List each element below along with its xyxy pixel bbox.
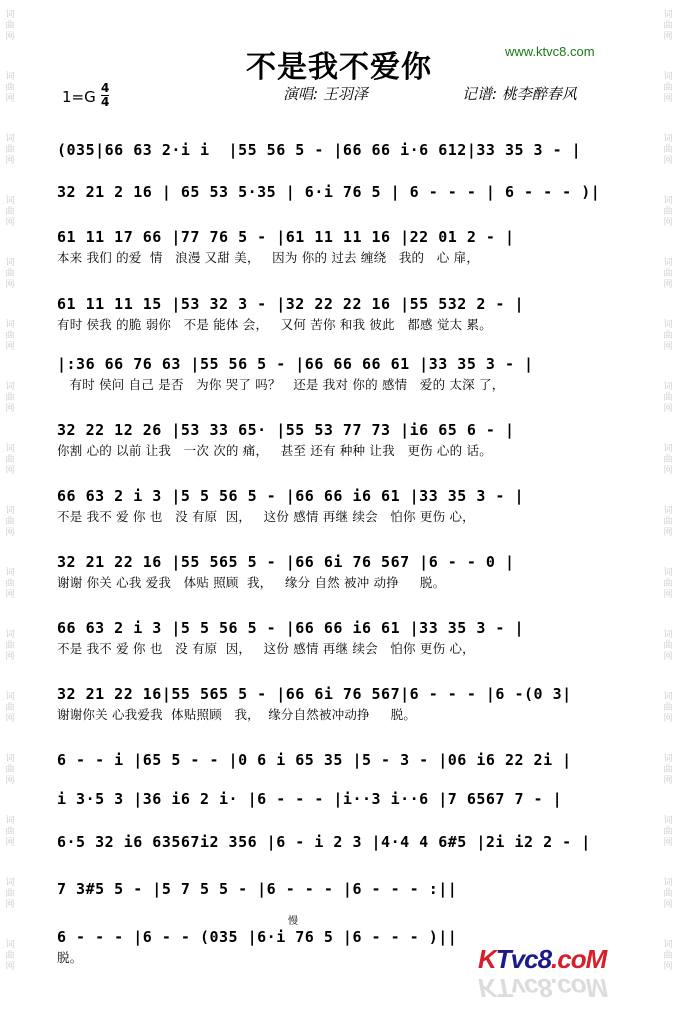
watermark-char: 曲 [5, 21, 15, 31]
watermark-char: 曲 [663, 455, 673, 465]
watermark-char: 网 [663, 342, 673, 352]
watermark-char: 曲 [663, 207, 673, 217]
watermark-char: 词 [5, 630, 15, 640]
lyric-line: 谢谢你关 心我爱我 体贴照顾 我， 缘分自然被冲动挣 脱。 [57, 707, 417, 722]
lyric-line [57, 901, 615, 919]
watermark-char: 曲 [663, 951, 673, 961]
watermark-char: 曲 [663, 641, 673, 651]
watermark-char: 曲 [663, 83, 673, 93]
score-line [57, 138, 615, 180]
watermark-char: 曲 [5, 641, 15, 651]
watermark-char: 曲 [5, 83, 15, 93]
watermark-char: 词 [5, 568, 15, 578]
watermark-char: 网 [5, 900, 15, 910]
lyric-line: 不是 我不 爱 你 也 没 有原 因， 这份 感情 再继 续会 怕你 更伤 心， [57, 641, 475, 656]
watermark-char: 网 [5, 342, 15, 352]
watermark-char: 词 [663, 506, 673, 516]
watermark-char: 网 [5, 714, 15, 724]
watermark-char: 网 [5, 404, 15, 414]
notation-line: 7 3#5 5 - |5 7 5 5 - |6 - - - |6 - - - :|| [57, 880, 458, 898]
watermark-char: 词 [5, 940, 15, 950]
watermark-char: 网 [663, 404, 673, 414]
watermark-char: 词 [5, 692, 15, 702]
logo-letter-k: K [478, 944, 496, 974]
notation-line: 61 11 11 15 |53 32 3 - |32 22 22 16 |55 532 2 - | [57, 295, 525, 313]
logo-suffix: .coM [551, 944, 607, 974]
watermark-char: 曲 [5, 703, 15, 713]
watermark-char: 网 [5, 528, 15, 538]
watermark-char: 词 [663, 816, 673, 826]
watermark-char: 词 [663, 10, 673, 20]
lyric-line: 有时 侯问 自己 是否 为你 哭了 吗？ 还是 我对 你的 感情 爱的 太深 了， [57, 377, 505, 392]
notation-line: 6 - - i |65 5 - - |0 6 i 65 35 |5 - 3 - |06 i6 22 2i | [57, 751, 572, 769]
watermark-char: 词 [663, 568, 673, 578]
watermark-char: 词 [663, 630, 673, 640]
lyric-line [57, 854, 615, 872]
watermark-char: 曲 [663, 269, 673, 279]
notation-line: 6 - - - |6 - - (035 |6·i 76 5 |6 - - - )|| [57, 928, 458, 946]
score-line [57, 550, 615, 592]
time-signature-bottom: 4 [101, 95, 110, 109]
score-line [57, 787, 615, 829]
watermark-char: 曲 [663, 145, 673, 155]
watermark-char: 词 [5, 506, 15, 516]
watermark-char: 曲 [663, 393, 673, 403]
watermark-char: 曲 [663, 517, 673, 527]
watermark-char: 网 [663, 466, 673, 476]
watermark-char: 网 [5, 962, 15, 972]
notation-line: 32 21 2 16 | 65 53 5·35 | 6·i 76 5 | 6 - - - | 6 - - - )| [57, 183, 601, 201]
notation-line: 66 63 2 i 3 |5 5 56 5 - |66 66 i6 61 |33 35 3 - | [57, 487, 525, 505]
watermark-char: 网 [663, 218, 673, 228]
watermark-char: 曲 [5, 827, 15, 837]
watermark-char: 词 [663, 134, 673, 144]
watermark-char: 曲 [5, 145, 15, 155]
lyric-line: 谢谢 你关 心我 爱我 体贴 照顾 我， 缘分 自然 被冲 动挣 脱。 [57, 575, 446, 590]
watermark-char: 曲 [5, 517, 15, 527]
watermark-char: 词 [5, 754, 15, 764]
watermark-char: 网 [5, 156, 15, 166]
watermark-char: 网 [5, 32, 15, 42]
time-signature-top: 4 [101, 81, 110, 95]
watermark-char: 词 [663, 382, 673, 392]
watermark-char: 曲 [663, 765, 673, 775]
watermark-char: 曲 [5, 269, 15, 279]
watermark-char: 曲 [663, 827, 673, 837]
lyric-line: 本来 我们 的爱 情 浪漫 又甜 美， 因为 你的 过去 缠绕 我的 心 扉， [57, 250, 480, 265]
watermark-char: 词 [663, 444, 673, 454]
score-line [57, 225, 615, 267]
watermark-char: 词 [5, 320, 15, 330]
score-line [57, 748, 615, 790]
watermark-char: 曲 [5, 579, 15, 589]
score-line [57, 292, 615, 334]
watermark-char: 词 [663, 258, 673, 268]
watermark-char: 网 [5, 838, 15, 848]
watermark-char: 词 [5, 72, 15, 82]
score-line [57, 352, 615, 394]
lyric-line: 不是 我不 爱 你 也 没 有原 因， 这份 感情 再继 续会 怕你 更伤 心， [57, 509, 475, 524]
notation-line: (035|66 63 2·i i |55 56 5 - |66 66 i·6 612|33 35 3 - | [57, 141, 582, 159]
logo-reflection-suffix: .coM [551, 973, 607, 1003]
key-signature: 1=G [62, 88, 96, 106]
notation-line: i 3·5 3 |36 i6 2 i· |6 - - - |i··3 i··6 |7 6567 7 - | [57, 790, 563, 808]
song-title: 不是我不爱你 [246, 50, 432, 85]
score-line [57, 484, 615, 526]
watermark-char: 词 [663, 320, 673, 330]
notation-line: 32 21 22 16 |55 565 5 - |66 6i 76 567 |6 - - 0 | [57, 553, 515, 571]
watermark-char: 曲 [5, 207, 15, 217]
watermark-char: 词 [5, 196, 15, 206]
watermark-char: 网 [5, 466, 15, 476]
watermark-char: 词 [5, 382, 15, 392]
watermark-char: 词 [663, 692, 673, 702]
notation-line: 6·5 32 i6 63567i2 356 |6 - i 2 3 |4·4 4 6#5 |2i i2 2 - | [57, 833, 591, 851]
notation-line: 61 11 17 66 |77 76 5 - |61 11 11 16 |22 01 2 - | [57, 228, 515, 246]
watermark-char: 词 [663, 72, 673, 82]
watermark-char: 网 [5, 280, 15, 290]
watermark-char: 网 [663, 776, 673, 786]
score-line [57, 180, 615, 222]
score-line [57, 616, 615, 658]
right-watermark-strip [658, 0, 678, 1032]
watermark-char: 网 [5, 652, 15, 662]
watermark-char: 曲 [663, 331, 673, 341]
watermark-char: 网 [663, 962, 673, 972]
watermark-char: 曲 [663, 579, 673, 589]
ktv-logo-reflection [478, 972, 606, 1003]
tempo-mark-slow: 慢 [288, 916, 298, 927]
watermark-char: 网 [663, 528, 673, 538]
watermark-char: 曲 [5, 951, 15, 961]
watermark-char: 曲 [5, 331, 15, 341]
watermark-char: 网 [663, 652, 673, 662]
lyric-line: 脱。 [57, 950, 83, 965]
lyric-line [57, 162, 615, 180]
watermark-char: 词 [5, 134, 15, 144]
notation-credit: 记谱: 桃李醉春风 [462, 85, 577, 103]
notation-line: 32 22 12 26 |53 33 65· |55 53 77 73 |i6 65 6 - | [57, 421, 515, 439]
website-link[interactable]: www.ktvc8.com [505, 44, 595, 59]
watermark-char: 词 [5, 444, 15, 454]
watermark-char: 词 [663, 940, 673, 950]
singer-credit: 演唱: 王羽泽 [283, 85, 368, 103]
watermark-char: 网 [663, 714, 673, 724]
watermark-char: 词 [663, 878, 673, 888]
logo-reflection-middle: Tvc8 [495, 973, 552, 1003]
watermark-char: 词 [663, 196, 673, 206]
watermark-char: 网 [663, 94, 673, 104]
watermark-char: 网 [5, 218, 15, 228]
watermark-char: 曲 [5, 765, 15, 775]
watermark-char: 网 [663, 900, 673, 910]
watermark-char: 网 [663, 32, 673, 42]
watermark-char: 词 [5, 258, 15, 268]
watermark-char: 网 [663, 156, 673, 166]
watermark-char: 词 [5, 878, 15, 888]
watermark-char: 网 [5, 776, 15, 786]
watermark-char: 曲 [5, 455, 15, 465]
watermark-char: 曲 [5, 889, 15, 899]
watermark-char: 曲 [5, 393, 15, 403]
logo-middle: Tvc8 [495, 944, 552, 974]
watermark-char: 网 [5, 94, 15, 104]
watermark-char: 词 [5, 10, 15, 20]
score-line [57, 682, 615, 724]
left-watermark-strip [0, 0, 20, 1032]
ktv-logo [478, 944, 606, 975]
score-line [57, 877, 615, 919]
watermark-char: 网 [663, 590, 673, 600]
score-line [57, 418, 615, 460]
watermark-char: 词 [5, 816, 15, 826]
watermark-char: 曲 [663, 703, 673, 713]
score-line [57, 830, 615, 872]
watermark-char: 曲 [663, 21, 673, 31]
watermark-char: 网 [663, 838, 673, 848]
lyric-line [57, 204, 615, 222]
lyric-line: 你割 心的 以前 让我 一次 次的 痛， 甚至 还有 种种 让我 更伤 心的 话。 [57, 443, 492, 458]
watermark-char: 网 [663, 280, 673, 290]
watermark-char: 曲 [663, 889, 673, 899]
notation-line: 66 63 2 i 3 |5 5 56 5 - |66 66 i6 61 |33 35 3 - | [57, 619, 525, 637]
watermark-char: 网 [5, 590, 15, 600]
lyric-line [57, 811, 615, 829]
notation-line: |:36 66 76 63 |55 56 5 - |66 66 66 61 |33 35 3 - | [57, 355, 534, 373]
logo-reflection-k: K [478, 973, 496, 1003]
lyric-line: 有时 侯我 的脆 弱你 不是 能体 会， 又何 苦你 和我 彼此 都感 觉太 累。 [57, 317, 492, 332]
notation-line: 32 21 22 16|55 565 5 - |66 6i 76 567|6 - - - |6 -(0 3| [57, 685, 572, 703]
time-signature [101, 82, 109, 109]
watermark-char: 词 [663, 754, 673, 764]
